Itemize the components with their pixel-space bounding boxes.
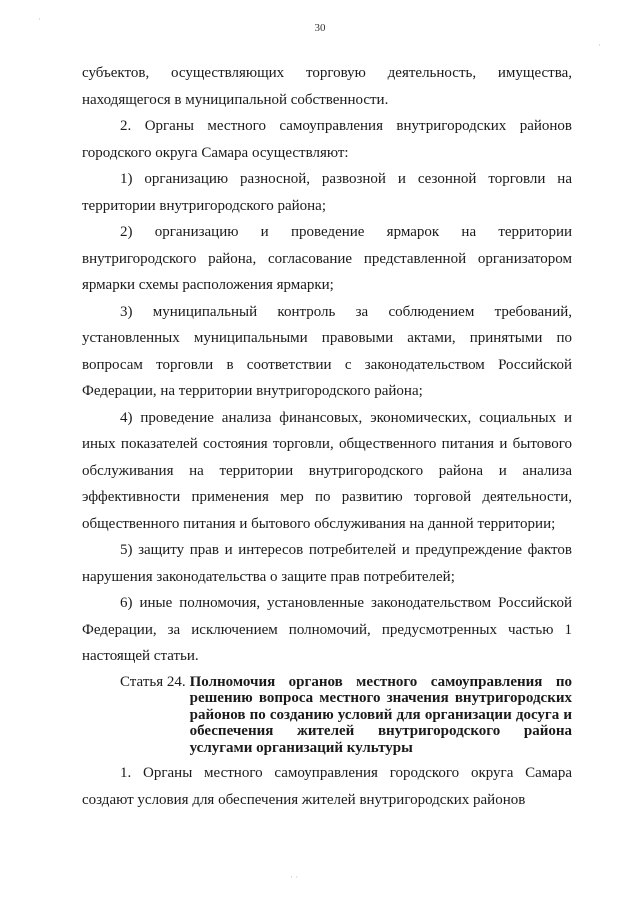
article-heading: [120, 674, 572, 757]
paragraph-continuation: субъектов, осуществляющих торговую деятельность, имущества, находящегося в муниципальной собственности.: [82, 65, 572, 108]
paragraph-item-1: 1) организацию разносной, развозной и сезонной торговли на территории внутригородского района;: [82, 171, 572, 214]
document-body: [82, 60, 572, 813]
paragraph-article-24-clause-1: 1. Органы местного самоуправления городского округа Самара создают условия для обеспечения жителей внутригородских районов: [82, 765, 572, 808]
scan-speck: ·: [598, 40, 601, 50]
paragraph-clause-2: 2. Органы местного самоуправления внутригородских районов городского округа Самара осуществляют:: [82, 118, 572, 161]
paragraph-item-5: 5) защиту прав и интересов потребителей и предупреждение фактов нарушения законодательства о защите прав потребителей;: [82, 542, 572, 585]
page-number: 30: [314, 22, 326, 34]
scan-speck: · ·: [290, 872, 299, 882]
scan-speck: ·: [38, 14, 41, 24]
article-label: Статья 24.: [120, 673, 186, 690]
paragraph-item-6: 6) иные полномочия, установленные законодательством Российской Федерации, за исключением полномочий, предусмотренных частью 1 настоящей статьи.: [82, 595, 572, 664]
paragraph-item-3: 3) муниципальный контроль за соблюдением требований, установленных муниципальными правовыми актами, принятыми по вопросам торговли в соответствии с законодательством Российской Федерации, на территории внутригородского района;: [82, 303, 572, 399]
paragraph-item-2: 2) организацию и проведение ярмарок на территории внутригородского района, согласование представленной организатором ярмарки схемы расположения ярмарки;: [82, 224, 572, 293]
paragraph-item-4: 4) проведение анализа финансовых, экономических, социальных и иных показателей состояния торговли, общественного питания и бытового обслуживания на территории внутригородского района и анализа эффективности применения мер по развитию торговой деятельности, общественного питания и бытового обслуживания на данной территории;: [82, 409, 572, 532]
article-title: Полномочия органов местного самоуправления по решению вопроса местного значения внутригородских районов по созданию условий для организации досуга и обеспечения жителей внутригородского района услугами организаций культуры: [189, 673, 572, 756]
